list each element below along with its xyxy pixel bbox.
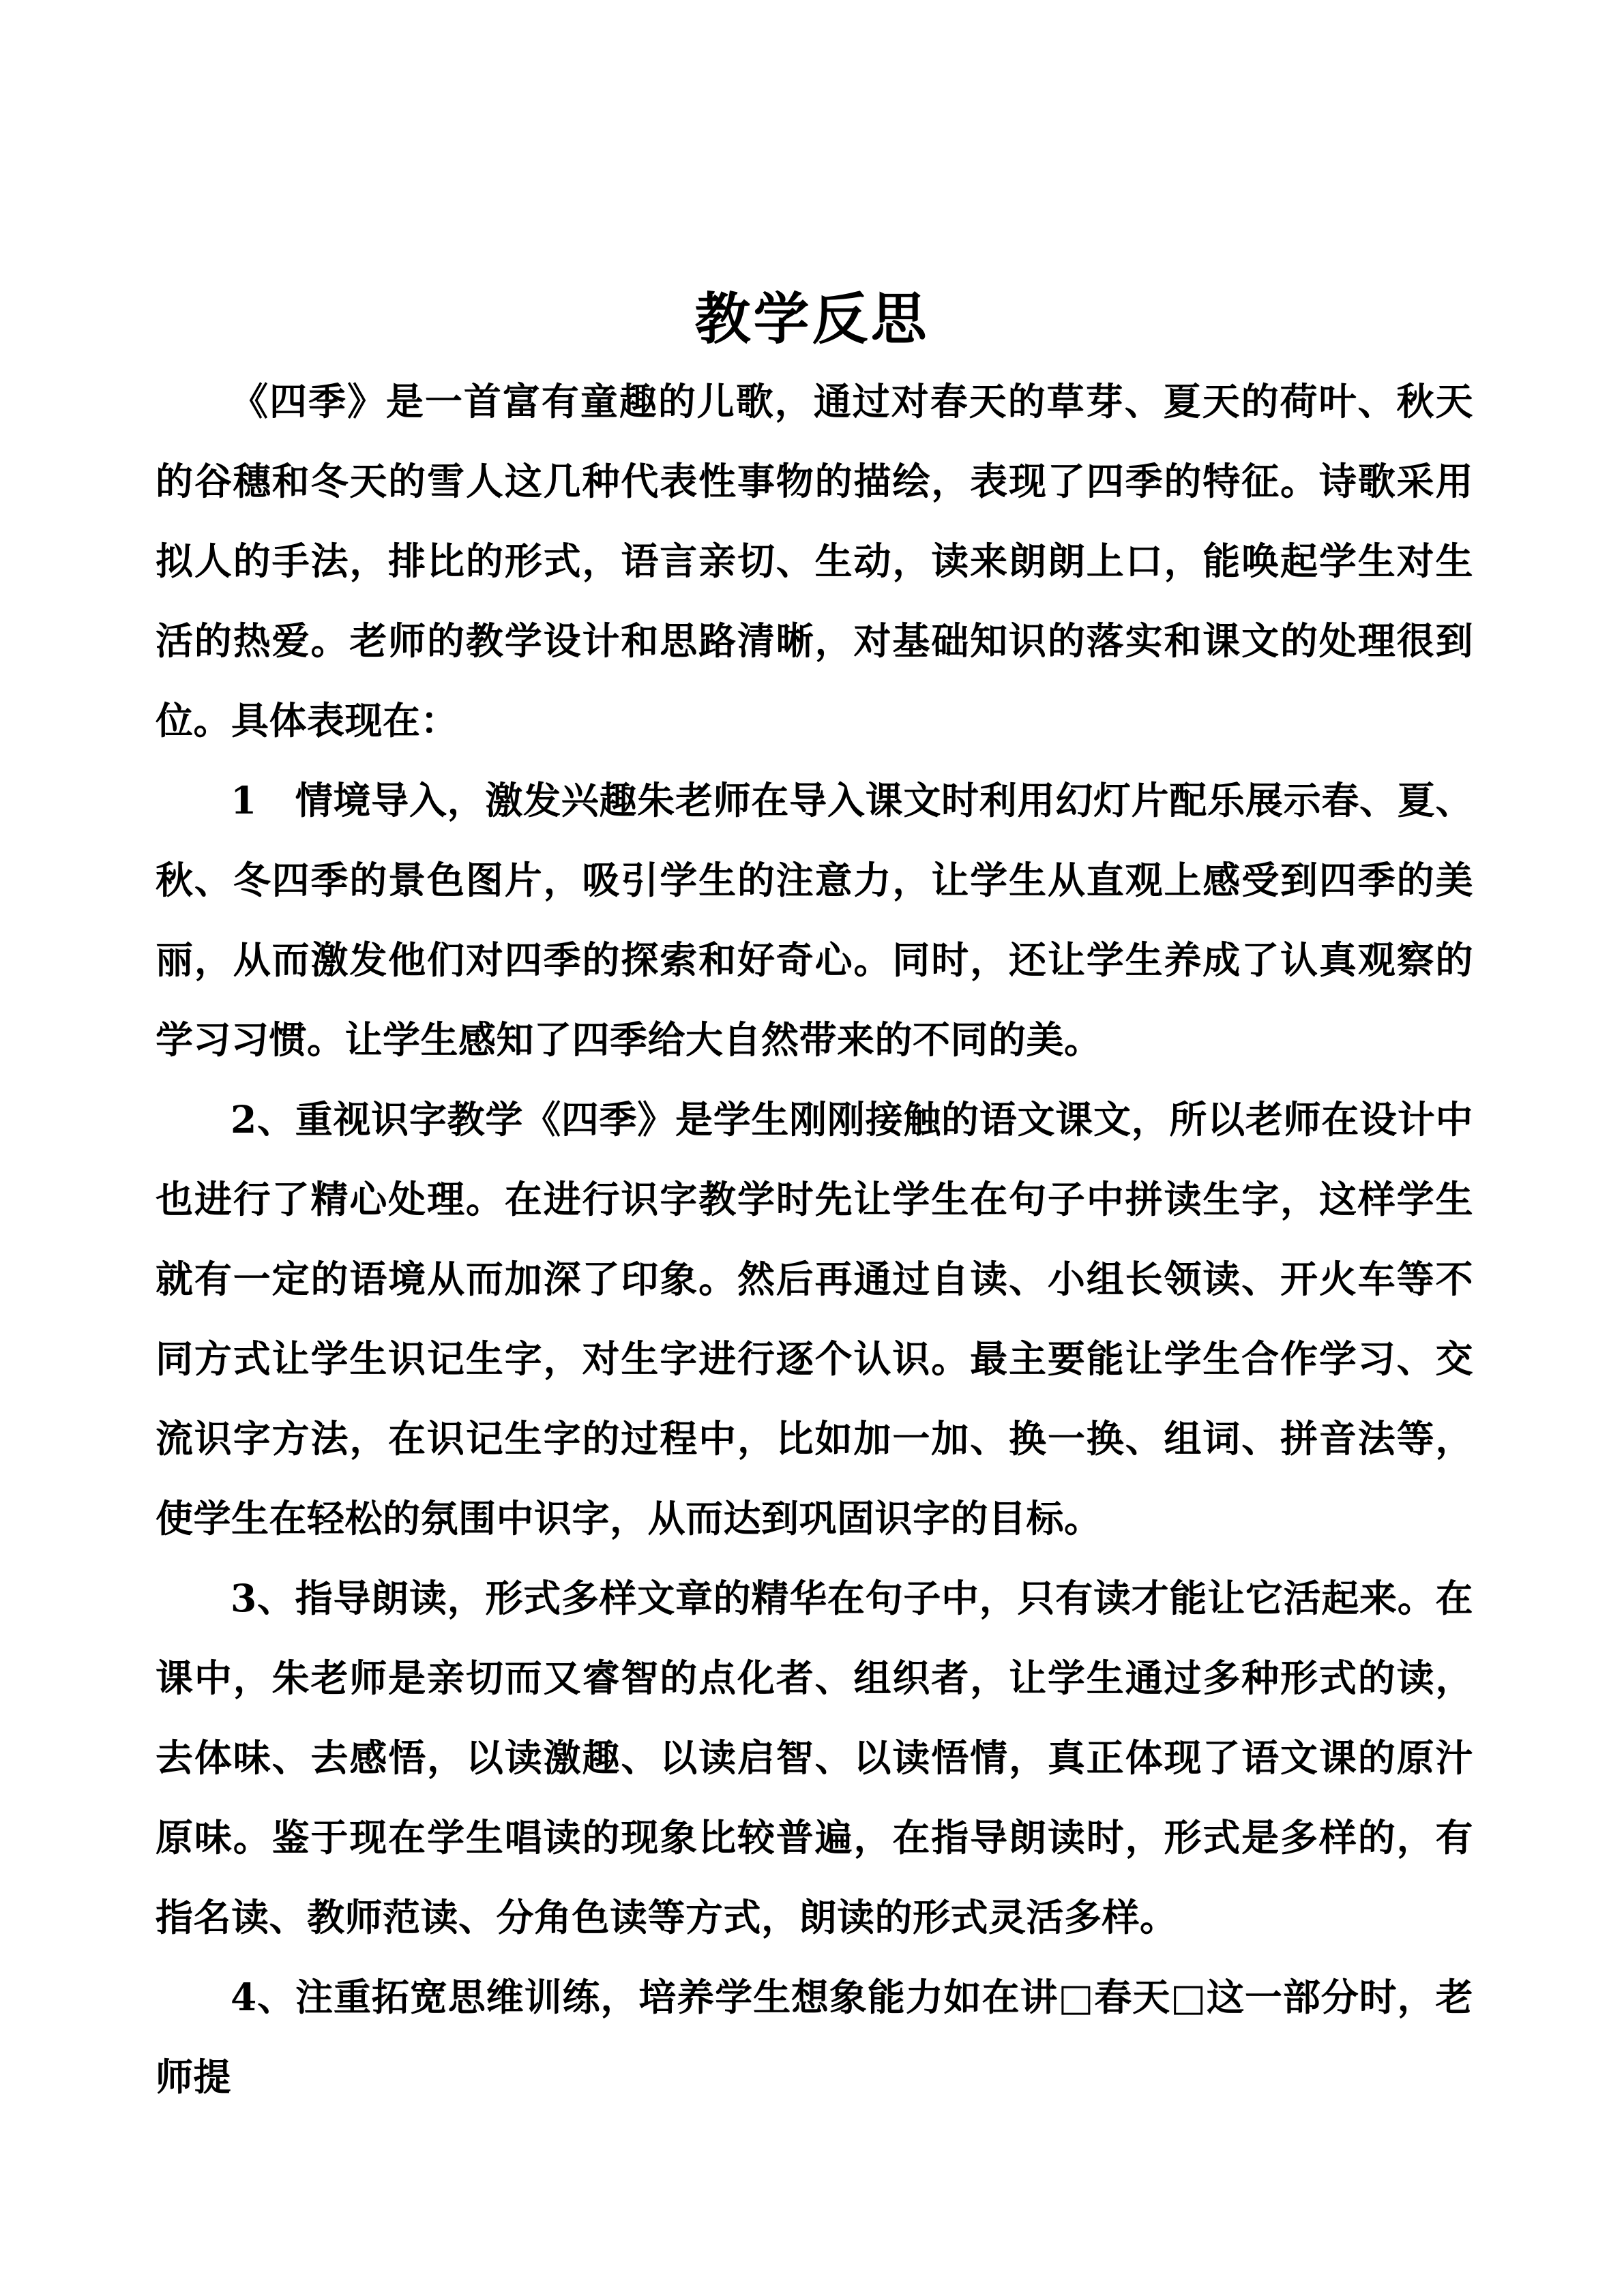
paragraph-point-1: 1 情境导入，激发兴趣朱老师在导入课文时利用幻灯片配乐展示春、夏、秋、冬四季的景色图片，吸引学生的注意力，让学生从直观上感受到四季的美丽，从而激发他们对四季的探索和好奇心。同时，还让学生养成了认真观察的学习习惯。让学生感知了四季给大自然带来的不同的美。 bbox=[156, 778, 1473, 1062]
paragraph-point-3: 3、指导朗读，形式多样文章的精华在句子中，只有读才能让它活起来。在课中，朱老师是亲切而又睿智的点化者、组织者，让学生通过多种形式的读，去体味、去感悟，以读激趣、以读启智、以读悟情，真正体现了语文课的原汁原味。鉴于现在学生唱读的现象比较普遍，在指导朗读时，形式是多样的，有指名读、教师范读、分角色读等方式，朗读的形式灵活多样。 bbox=[156, 1576, 1473, 1939]
paragraph-point-2: 2、重视识字教学《四季》是学生刚刚接触的语文课文，所以老师在设计中也进行了精心处理。在进行识字教学时先让学生在句子中拼读生字，这样学生就有一定的语境从而加深了印象。然后再通过自读、小组长领读、开火车等不同方式让学生识记生字，对生字进行逐个认识。最主要能让学生合作学习、交流识字方法，在识记生字的过程中，比如加一加、换一换、组词、拼音法等，使学生在轻松的氛围中识字，从而达到巩固识字的目标。 bbox=[156, 1097, 1473, 1540]
page-title: 教学反思 bbox=[694, 286, 930, 352]
paragraph-point-4: 4、注重拓宽思维训练，培养学生想象能力如在讲□春天□这一部分时，老师提 bbox=[156, 1975, 1473, 2099]
paragraph-intro: 《四季》是一首富有童趣的儿歌，通过对春天的草芽、夏天的荷叶、秋天的谷穗和冬天的雪人这几种代表性事物的描绘，表现了四季的特征。诗歌采用拟人的手法，排比的形式，语言亲切、生动，读来朗朗上口，能唤起学生对生活的热爱。老师的教学设计和思路清晰，对基础知识的落实和课文的处理很到位。具体表现在： bbox=[156, 379, 1473, 743]
document-body bbox=[156, 361, 1473, 2117]
